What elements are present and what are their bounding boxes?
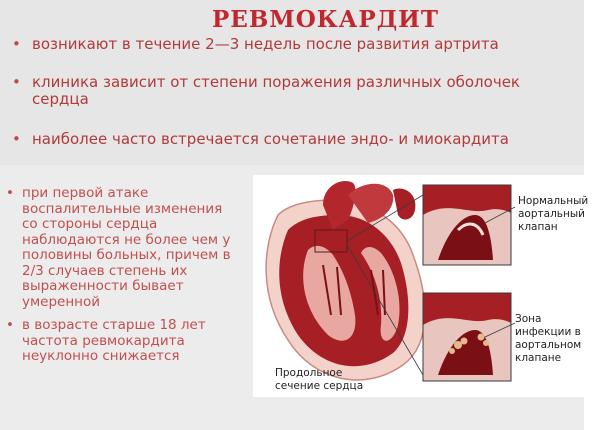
top-bullet-text: возникают в течение 2—3 недель после развития артрита — [32, 35, 499, 53]
heart-cross-section-image — [266, 181, 425, 380]
normal-valve-label: Нормальный аортальный клапан — [518, 195, 589, 233]
slide-title: РЕВМОКАРДИТ — [212, 6, 440, 33]
left-bullet-2 — [6, 318, 246, 365]
top-bullet-1 — [12, 36, 572, 53]
top-bullet-text: клиника зависит от степени поражения различных оболочек сердца — [32, 73, 520, 108]
section-label: Продольное сечение сердца — [275, 367, 364, 392]
top-bullet-text: наиболее часто встречается сочетание эндо- и миокардита — [32, 130, 509, 148]
infection-zone-label: Зона инфекции в аортальном клапане — [515, 313, 582, 364]
bullet-dot-icon: • — [12, 35, 21, 53]
bullet-dot-icon: • — [12, 130, 21, 148]
bullet-dot-icon: • — [6, 185, 14, 201]
normal-valve-detail-image — [423, 185, 515, 265]
infected-valve-detail-image — [423, 293, 515, 381]
bullet-dot-icon: • — [6, 317, 14, 333]
left-bullet-text: в возрасте старше 18 лет частота ревмокардита неуклонно снижается — [22, 317, 206, 364]
top-bullet-3 — [12, 131, 572, 148]
top-bullet-2 — [12, 74, 567, 108]
left-bullet-1 — [6, 186, 246, 310]
left-bullet-text: при первой атаке воспалительные изменения со стороны сердца наблюдаются не более чем у половины больных, причем в 2/3 случаев степень их выраженности бывает умеренной — [22, 185, 231, 310]
heart-illustration-panel — [253, 175, 600, 397]
bullet-dot-icon: • — [12, 73, 21, 91]
